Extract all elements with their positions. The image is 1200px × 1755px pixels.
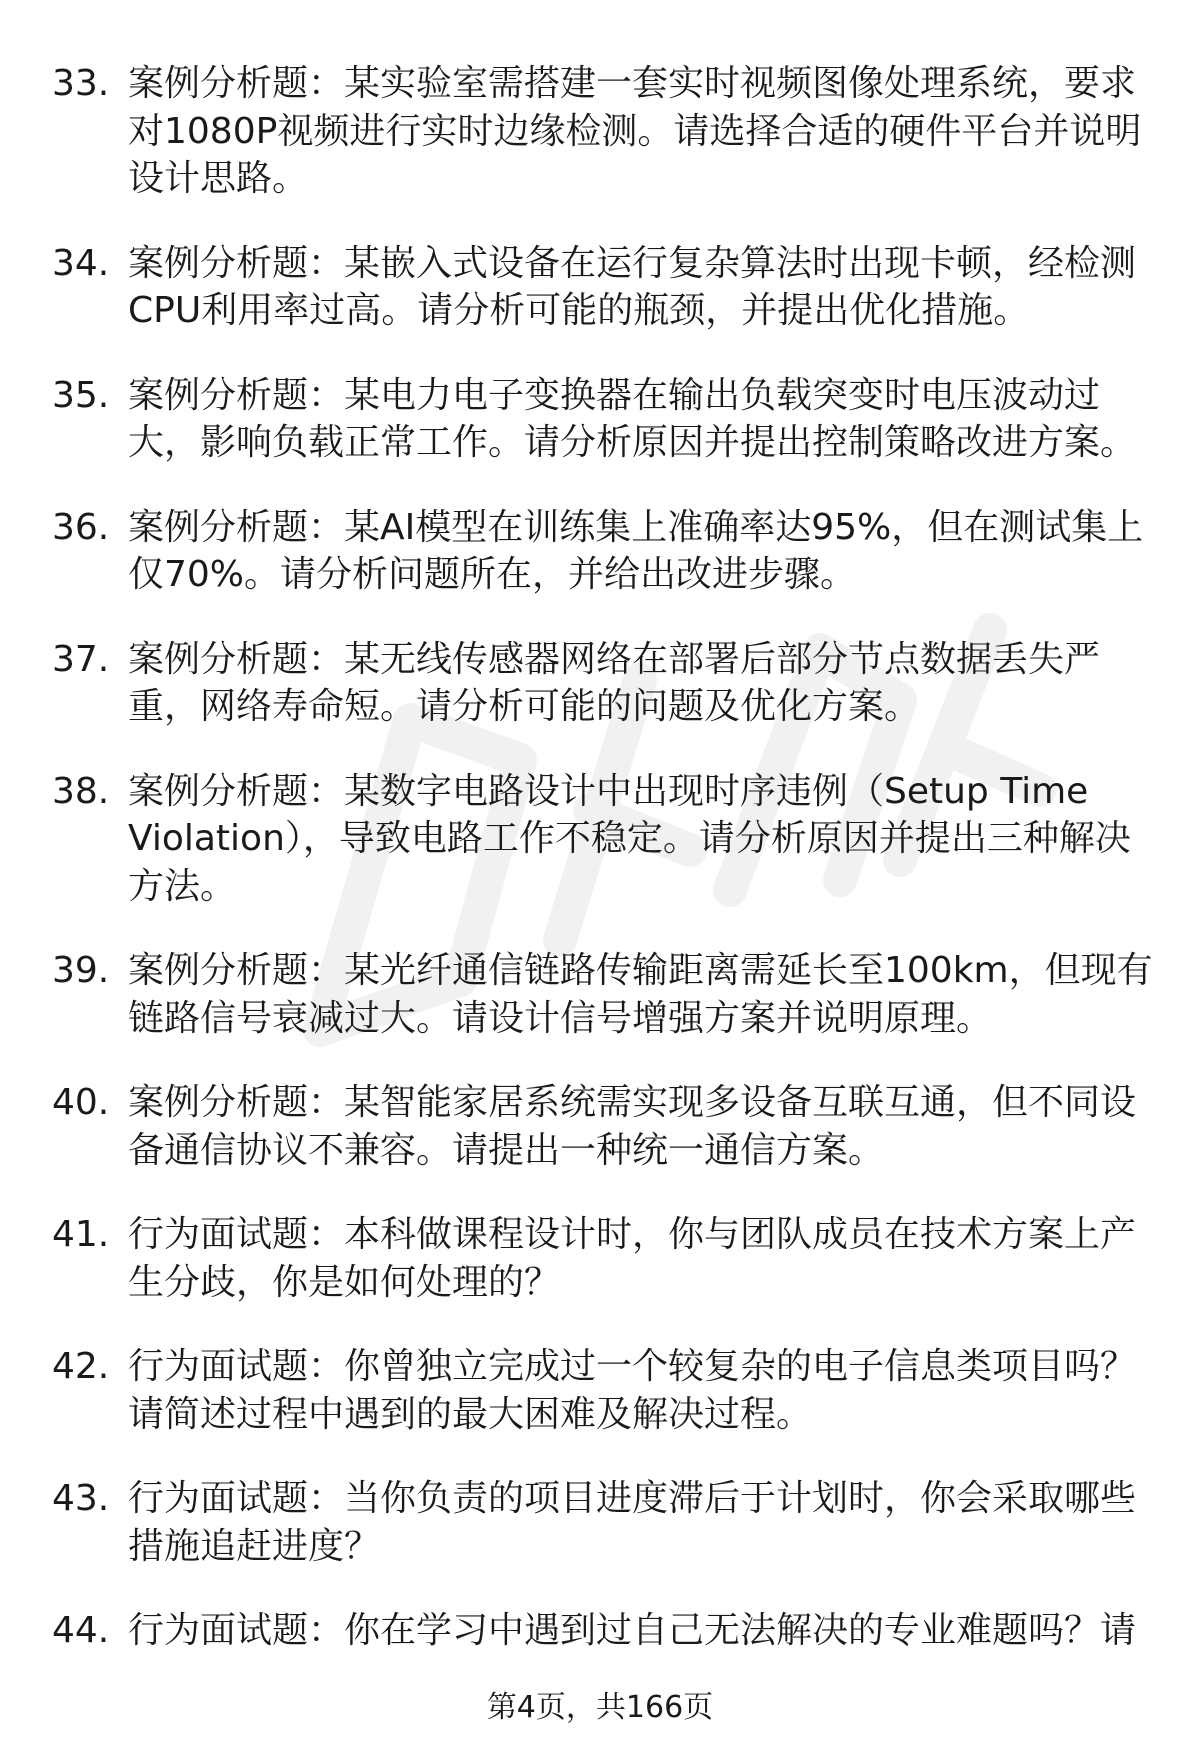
question-number: 43. [52,1478,110,1519]
question-text: 行为面试题：你曾独立完成过一个较复杂的电子信息类项目吗？请简述过程中遇到的最大困难及解决过程。 [128,1346,1137,1435]
question-item [52,1607,1162,1655]
question-number: 42. [52,1346,110,1387]
question-number: 40. [52,1082,110,1123]
question-item [52,768,1162,911]
question-text: 案例分析题：某无线传感器网络在部署后部分节点数据丢失严重，网络寿命短。请分析可能的问题及优化方案。 [128,638,1101,727]
question-number: 37. [52,638,110,680]
question-number: 44. [52,1610,110,1651]
question-text: 案例分析题：某电力电子变换器在输出负载突变时电压波动过大，影响负载正常工作。请分析原因并提出控制策略改进方案。 [128,374,1137,463]
question-text: 行为面试题：你在学习中遇到过自己无法解决的专业难题吗？请 [128,1610,1137,1651]
question-item [52,947,1162,1042]
question-number: 39. [52,950,110,991]
question-number: 33. [52,63,110,104]
question-item [52,1343,1162,1438]
question-number: 41. [52,1214,110,1255]
question-item [52,1475,1162,1570]
question-text: 案例分析题：某嵌入式设备在运行复杂算法时出现卡顿，经检测CPU利用率过高。请分析可能的瓶颈，并提出优化措施。 [128,242,1137,331]
question-list [52,60,1162,1692]
question-text: 行为面试题：本科做课程设计时，你与团队成员在技术方案上产生分歧，你是如何处理的？ [128,1214,1137,1303]
question-item [52,372,1162,467]
question-number: 36. [52,506,110,548]
question-item [52,1211,1162,1306]
question-text: 案例分析题：某智能家居系统需实现多设备互联互通，但不同设备通信协议不兼容。请提出一种统一通信方案。 [128,1082,1137,1171]
question-item [52,636,1162,731]
page-footer: 第4页，共166页 [486,1690,714,1725]
question-text: 案例分析题：某实验室需搭建一套实时视频图像处理系统，要求对1080P视频进行实时边缘检测。请选择合适的硬件平台并说明设计思路。 [128,63,1142,199]
question-number: 34. [52,242,110,284]
question-text: 案例分析题：某数字电路设计中出现时序违例（Setup Time Violation），导致电路工作不稳定。请分析原因并提出三种解决方法。 [128,770,1131,907]
question-item [52,504,1162,599]
question-text: 行为面试题：当你负责的项目进度滞后于计划时，你会采取哪些措施追赶进度？ [128,1478,1137,1567]
question-item [52,240,1162,335]
question-number: 35. [52,374,110,416]
question-item [52,60,1162,203]
question-text: 案例分析题：某AI模型在训练集上准确率达95%，但在测试集上仅70%。请分析问题所在，并给出改进步骤。 [128,506,1144,595]
question-item [52,1079,1162,1174]
question-text: 案例分析题：某光纤通信链路传输距离需延长至100km，但现有链路信号衰减过大。请设计信号增强方案并说明原理。 [128,950,1153,1039]
question-number: 38. [52,770,110,812]
